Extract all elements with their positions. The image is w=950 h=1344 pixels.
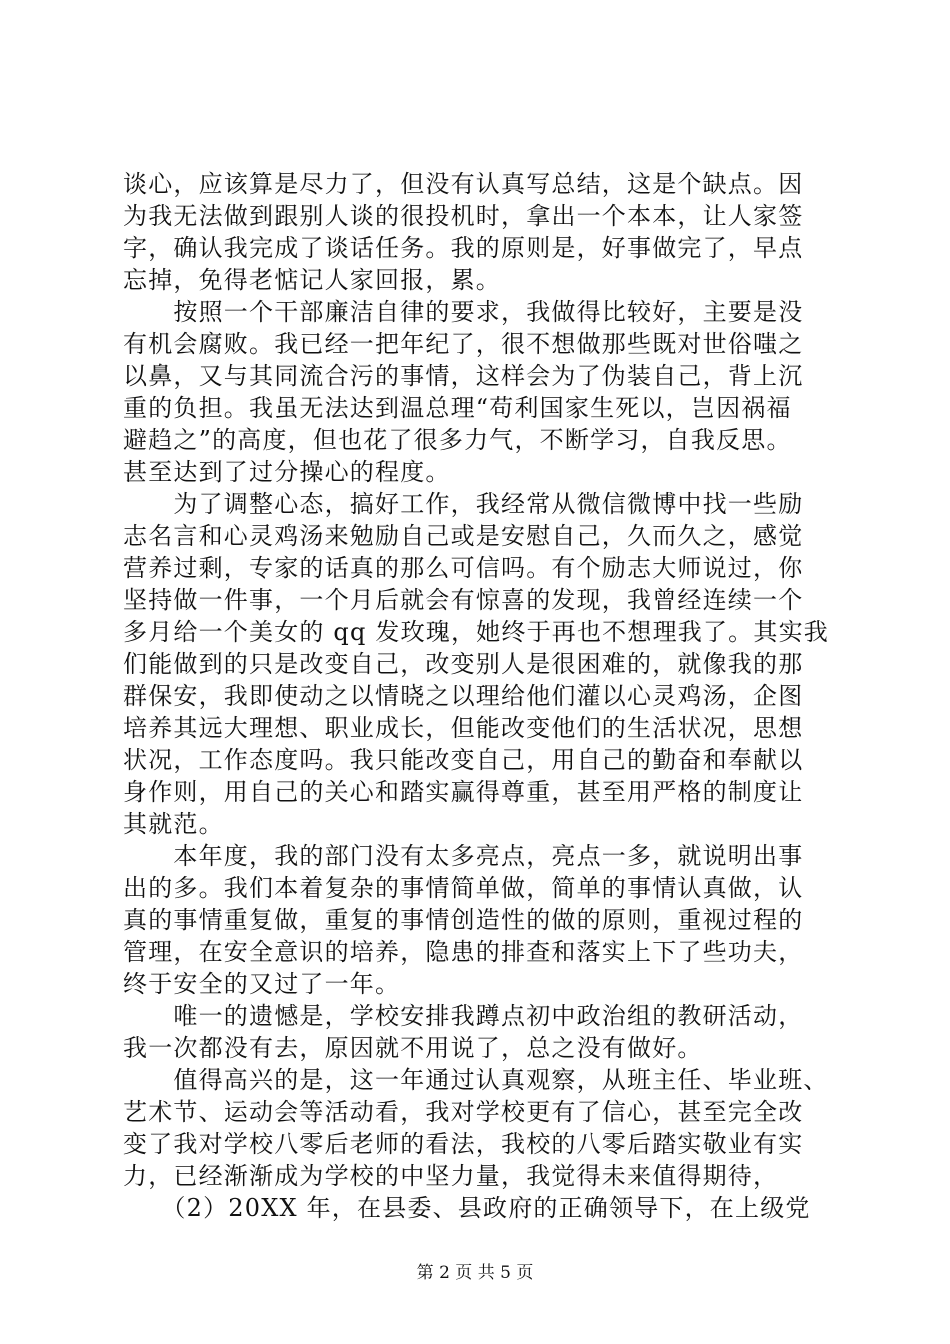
text-line: 值得高兴的是，这一年通过认真观察，从班主任、毕业班、 xyxy=(123,1066,829,1094)
text-line: 重的负担。我虽无法达到温总理“苟利国家生死以，岂因祸福 xyxy=(123,394,792,422)
text-line: 力，已经渐渐成为学校的中坚力量，我觉得未来值得期待， xyxy=(123,1162,779,1190)
text-line: 志名言和心灵鸡汤来勉励自己或是安慰自己，久而久之，感觉 xyxy=(123,522,804,550)
page-footer: 第 2 页 共 5 页 xyxy=(416,1263,534,1283)
text-line: 有机会腐败。我已经一把年纪了，很不想做那些既对世俗嗤之 xyxy=(123,330,804,358)
text-line: 唯一的遗憾是，学校安排我蹲点初中政治组的教研活动， xyxy=(123,1002,804,1030)
text-line: 变了我对学校八零后老师的看法，我校的八零后踏实敬业有实 xyxy=(123,1130,804,1158)
text-line: 状况，工作态度吗。我只能改变自己，用自己的勤奋和奉献以 xyxy=(123,746,804,774)
text-line: 我一次都没有去，原因就不用说了，总之没有做好。 xyxy=(123,1034,703,1062)
text-line: （2）20XX 年，在县委、县政府的正确领导下，在上级党 xyxy=(123,1194,811,1222)
text-line: 身作则，用自己的关心和踏实赢得尊重，甚至用严格的制度让 xyxy=(123,778,804,806)
text-line: 为了调整心态，搞好工作，我经常从微信微博中找一些励 xyxy=(123,490,804,518)
text-line: 甚至达到了过分操心的程度。 xyxy=(123,458,451,486)
text-line: 群保安，我即使动之以情晓之以理给他们灌以心灵鸡汤，企图 xyxy=(123,682,804,710)
text-line: 多月给一个美女的 qq 发玫瑰，她终于再也不想理我了。其实我 xyxy=(123,618,829,646)
text-line: 出的多。我们本着复杂的事情简单做，简单的事情认真做，认 xyxy=(123,874,804,902)
text-line: 们能做到的只是改变自己，改变别人是很困难的，就像我的那 xyxy=(123,650,804,678)
text-line: 字，确认我完成了谈话任务。我的原则是，好事做完了，早点 xyxy=(123,234,804,262)
document-body xyxy=(123,168,835,1224)
text-line: 避趋之”的高度，但也花了很多力气，不断学习，自我反思。 xyxy=(123,426,792,454)
text-line: 其就范。 xyxy=(123,810,224,838)
text-line: 终于安全的又过了一年。 xyxy=(123,970,401,998)
text-line: 为我无法做到跟别人谈的很投机时，拿出一个本本，让人家签 xyxy=(123,202,804,230)
text-line: 忘掉，免得老惦记人家回报，累。 xyxy=(123,266,501,294)
text-line: 艺术节、运动会等活动看，我对学校更有了信心，甚至完全改 xyxy=(123,1098,804,1126)
text-line: 谈心，应该算是尽力了，但没有认真写总结，这是个缺点。因 xyxy=(123,170,804,198)
text-line: 以鼻，又与其同流合污的事情，这样会为了伪装自己，背上沉 xyxy=(123,362,804,390)
text-line: 真的事情重复做，重复的事情创造性的做的原则，重视过程的 xyxy=(123,906,804,934)
text-line: 营养过剩，专家的话真的那么可信吗。有个励志大师说过，你 xyxy=(123,554,804,582)
text-line: 坚持做一件事，一个月后就会有惊喜的发现，我曾经连续一个 xyxy=(123,586,804,614)
text-line: 按照一个干部廉洁自律的要求，我做得比较好，主要是没 xyxy=(123,298,804,326)
text-line: 本年度，我的部门没有太多亮点，亮点一多，就说明出事 xyxy=(123,842,804,870)
text-line: 管理，在安全意识的培养，隐患的排查和落实上下了些功夫， xyxy=(123,938,804,966)
text-line: 培养其远大理想、职业成长，但能改变他们的生活状况，思想 xyxy=(123,714,804,742)
